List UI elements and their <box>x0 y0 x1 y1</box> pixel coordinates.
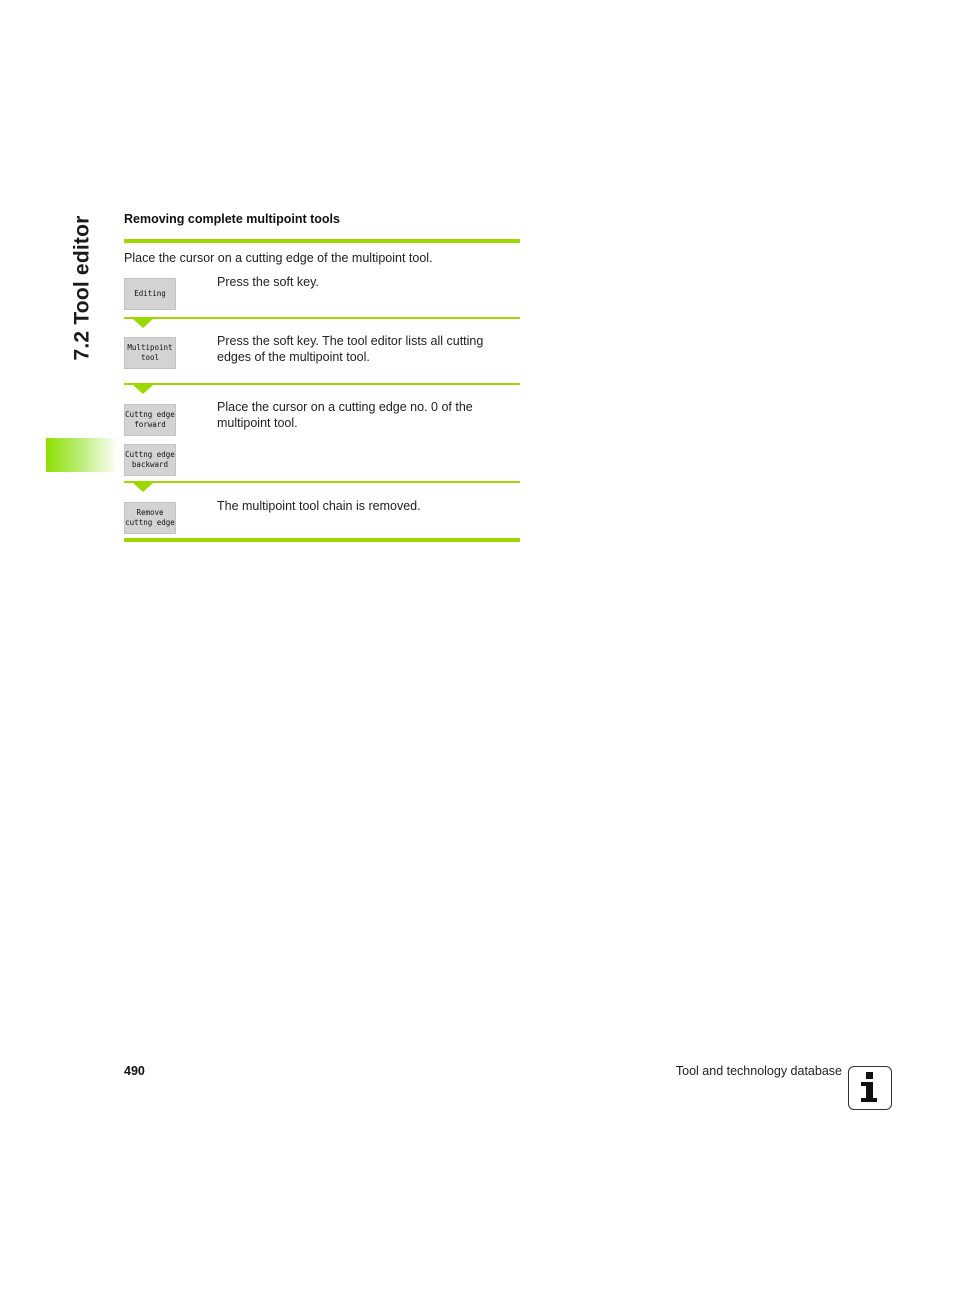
chapter-tab-marker <box>46 438 118 472</box>
remove-cutting-edge-softkey[interactable]: Remove cuttng edge <box>124 502 176 534</box>
step-arrow-down-icon <box>133 483 153 492</box>
step-2-text: Press the soft key. The tool editor lists all cutting edges of the multipoint tool. <box>217 334 484 364</box>
editing-softkey[interactable]: Editing <box>124 278 176 310</box>
step-divider-1 <box>124 317 520 319</box>
multipoint-tool-softkey[interactable]: Multipoint tool <box>124 337 176 369</box>
cutting-edge-backward-softkey[interactable]: Cuttng edge backward <box>124 444 176 476</box>
step-1-text: Press the soft key. <box>217 275 319 289</box>
step-divider-3 <box>124 481 520 483</box>
step-4-text: The multipoint tool chain is removed. <box>217 499 421 513</box>
step-3-text: Place the cursor on a cutting edge no. 0 of the multipoint tool. <box>217 400 473 430</box>
step-divider-2 <box>124 383 520 385</box>
section-side-title <box>58 214 106 364</box>
step-arrow-down-icon <box>133 319 153 328</box>
cutting-edge-forward-softkey[interactable]: Cuttng edge forward <box>124 404 176 436</box>
info-icon <box>848 1066 892 1110</box>
section-side-title-text: 7.2 Tool editor <box>70 215 93 361</box>
page-number: 490 <box>124 1064 145 1078</box>
chapter-title: Tool and technology database <box>675 1064 842 1078</box>
section-heading: Removing complete multipoint tools <box>124 212 340 226</box>
step-arrow-down-icon <box>133 385 153 394</box>
table-top-rule <box>124 239 520 243</box>
intro-text: Place the cursor on a cutting edge of the multipoint tool. <box>124 251 433 265</box>
table-bottom-rule <box>124 538 520 542</box>
